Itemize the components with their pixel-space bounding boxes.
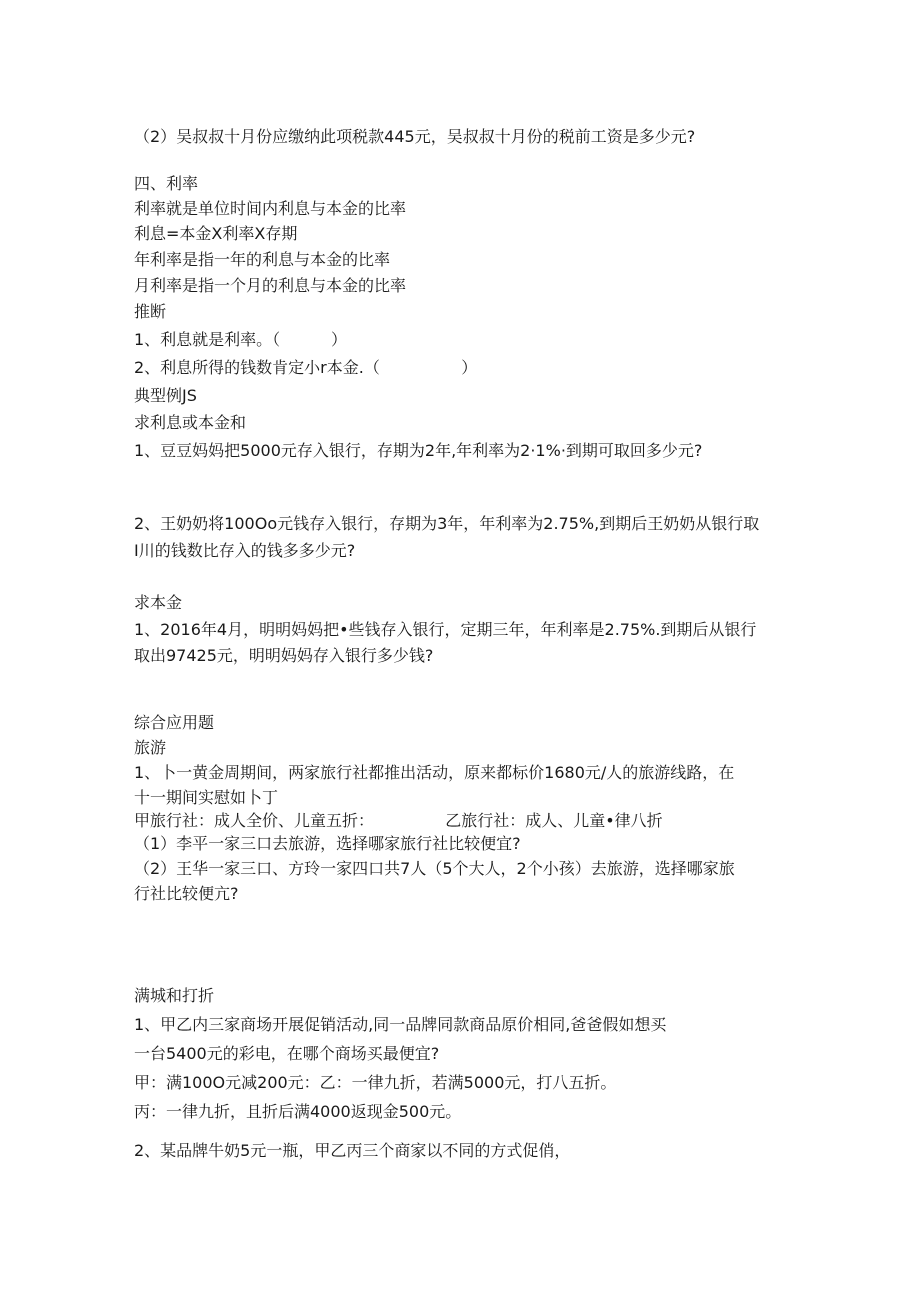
question-tax-part2: （2）吴叔叔十月份应缴纳此项税款445元，吴叔叔十月份的税前工资是多少元?	[134, 127, 696, 146]
example-doudou: 1、豆豆妈妈把5000元存入银行，存期为2年,年利率为2·1%·到期可取回多少元?	[134, 441, 703, 460]
formula-interest: 利息=本金X利率X存期	[134, 224, 298, 243]
discount-offer-jia-yi: 甲：满100O元减200元：乙：一律九折，若满5000元，打八五折。	[134, 1073, 617, 1092]
example-mingming-line1: 1、2016年4月，明明妈妈把•些钱存入银行，定期三年，年利率是2.75%.到期后从银行	[134, 620, 757, 639]
judgement-item-1: 1、利息就是利率。（ ）	[134, 330, 348, 349]
discount-offer-bing: 丙：一律九折，且折后满4000返现金500元。	[134, 1102, 462, 1121]
example-grandma-line2: I川的钱数比存入的钱多多少元?	[134, 541, 356, 560]
travel-question-line1: 1、卜一黄金周期间，两家旅行社都推出活动，原来都标价1680元/人的旅游线路，在	[134, 763, 735, 782]
travel-agency-offers: 甲旅行社：成人全价、儿童五折： 乙旅行社：成人、儿童•律八折	[134, 811, 663, 830]
heading-judgement: 推断	[134, 302, 167, 321]
subheading-principal: 求本金	[134, 593, 183, 612]
definition-annual-rate: 年利率是指一年的利息与本金的比率	[134, 250, 391, 269]
definition-interest-rate: 利率就是单位时间内利息与本金的比率	[134, 199, 407, 218]
subheading-travel: 旅游	[134, 738, 167, 757]
milk-question-line1: 2、某品牌牛奶5元一瓶，甲乙丙三个商家以不同的方式促俏，	[134, 1141, 571, 1160]
heading-comprehensive: 综合应用题	[134, 713, 215, 732]
travel-subquestion-1: （1）李平一家三口去旅游，选择哪家旅行社比较便宜?	[134, 834, 521, 853]
travel-subquestion-2-line1: （2）王华一家三口、方玲一家四口共7人（5个大人，2个小孩）去旅游，选择哪家旅	[134, 859, 735, 878]
subheading-interest-or-total: 求利息或本金和	[134, 413, 247, 432]
discount-question-line2: 一台5400元的彩电，在哪个商场买最便宜?	[134, 1044, 440, 1063]
travel-subquestion-2-line2: 行社比较便亢?	[134, 884, 239, 903]
definition-monthly-rate: 月利率是指一个月的利息与本金的比率	[134, 276, 407, 295]
subheading-discounts: 满城和打折	[134, 986, 215, 1005]
travel-question-line2: 十一期间实慰如卜丁	[134, 788, 279, 807]
judgement-item-2: 2、利息所得的钱数肯定小r本金.（ ）	[134, 358, 478, 377]
example-mingming-line2: 取出97425元，明明妈妈存入银行多少钱?	[134, 646, 434, 665]
example-grandma-line1: 2、王奶奶将100Oo元钱存入银行，存期为3年，年利率为2.75%,到期后王奶奶从银行取	[134, 514, 760, 533]
section-heading-interest-rate: 四、利率	[134, 174, 199, 193]
discount-question-line1: 1、甲乙内三家商场开展促销活动,同一品牌同款商品原价相同,爸爸假如想买	[134, 1015, 667, 1034]
heading-typical-examples: 典型例JS	[134, 386, 197, 405]
